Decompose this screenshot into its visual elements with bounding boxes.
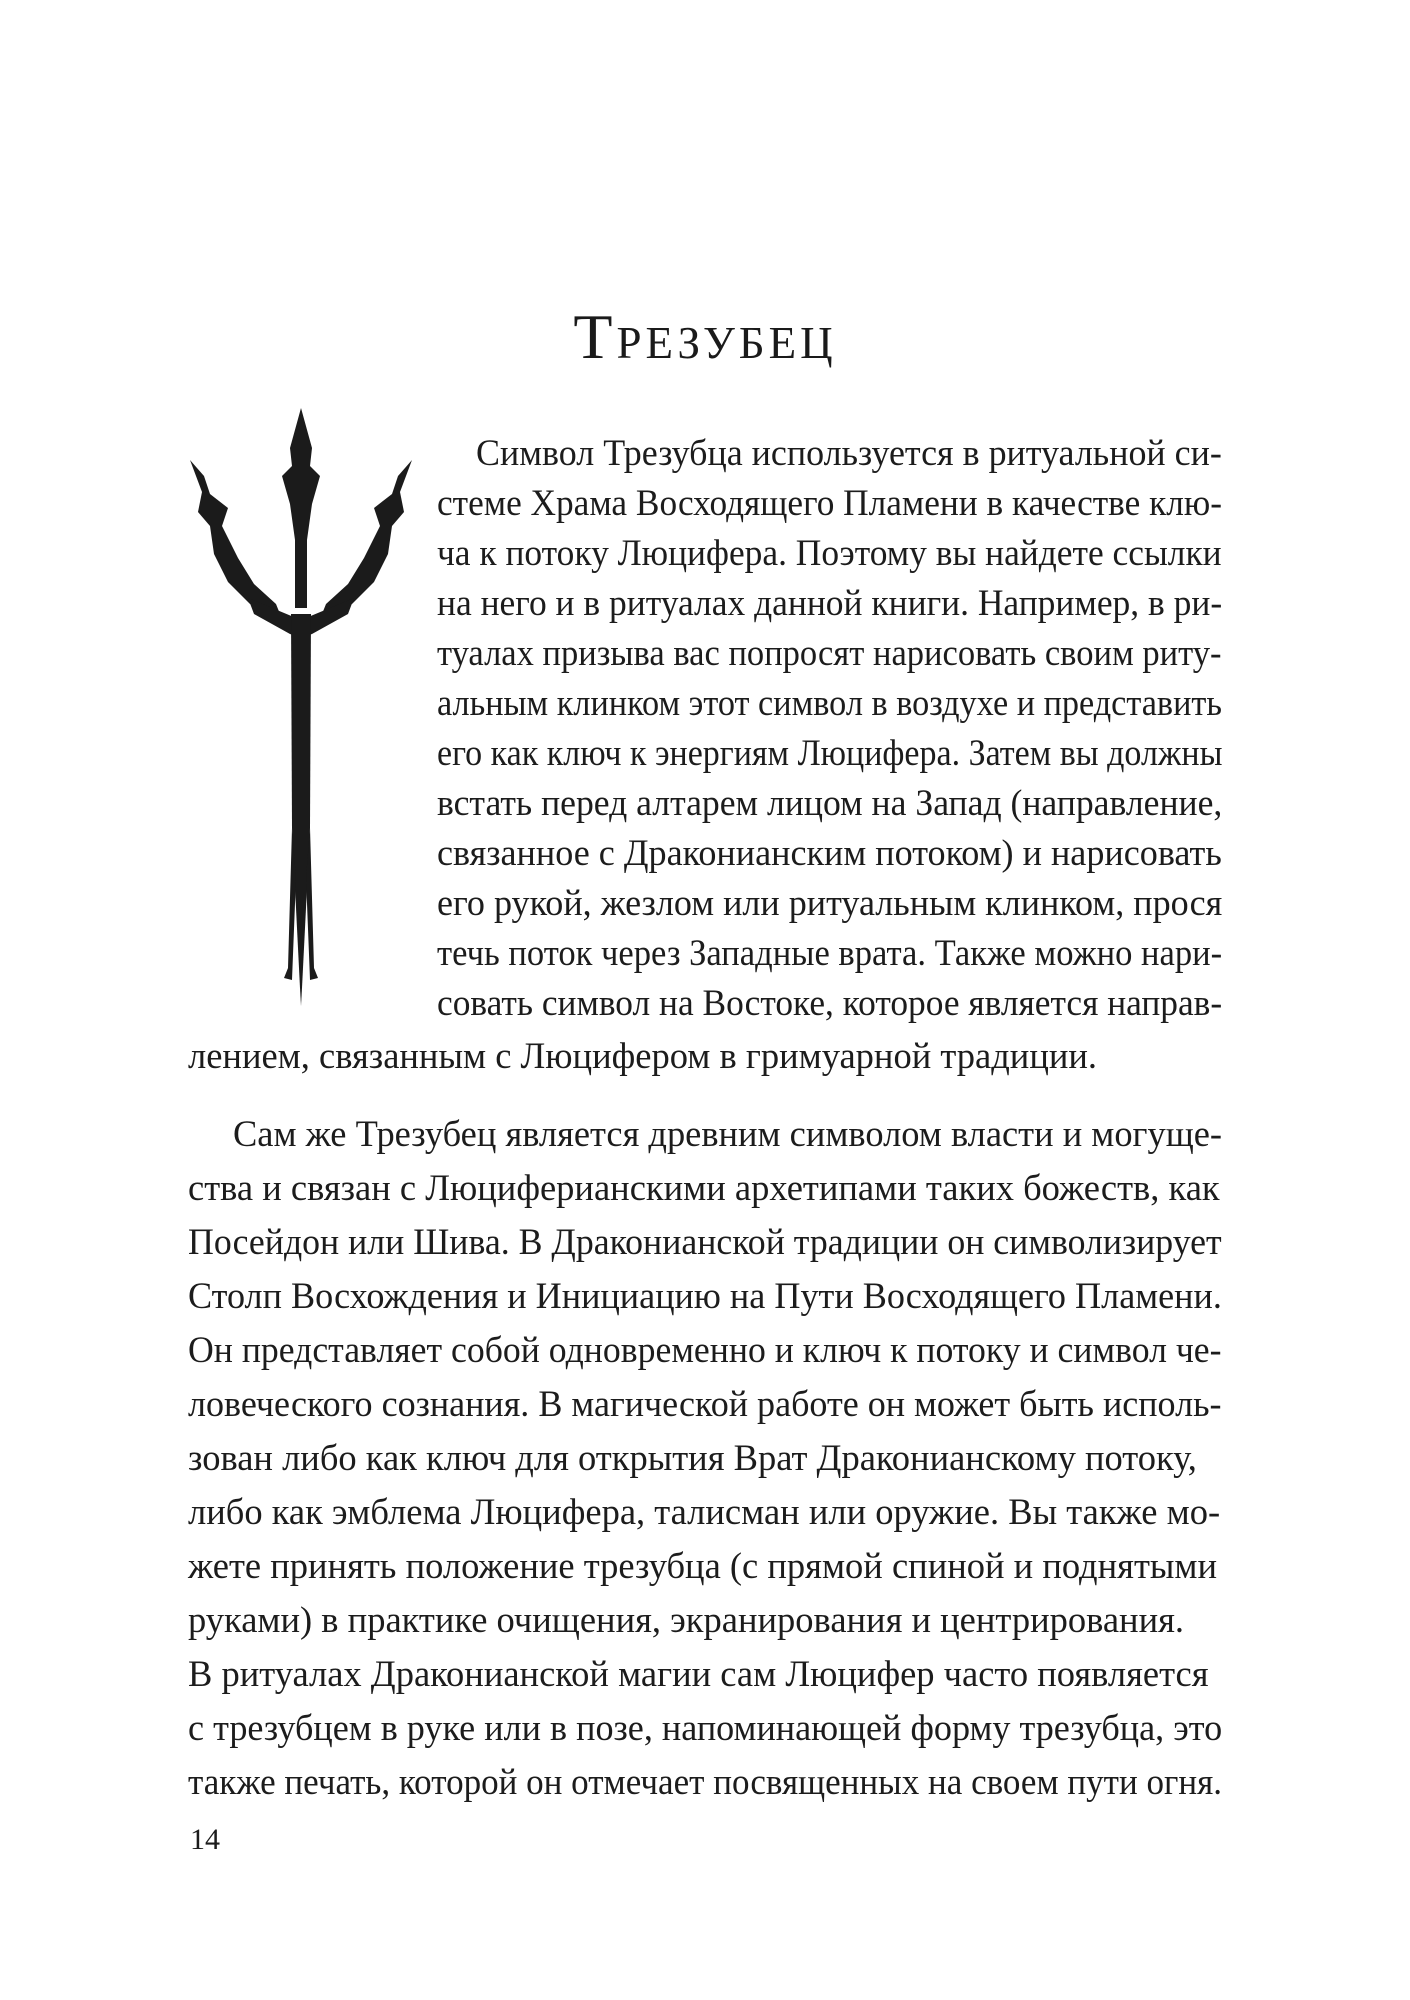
paragraph1-line: его как ключ к энергиям Люцифера. Затем вы должны xyxy=(437,732,1223,773)
paragraph1-line: течь поток через Западные врата. Также можно нари- xyxy=(437,932,1223,973)
paragraph1-line: его рукой, жезлом или ритуальным клинком, прося xyxy=(437,882,1223,923)
paragraph1-line: на него и в ритуалах данной книги. Например, в ри- xyxy=(437,582,1223,623)
page-title: Трезубец xyxy=(573,301,837,372)
paragraph1-line: лением, связанным с Люцифером в гримуарной традиции. xyxy=(188,1035,1098,1076)
paragraph2-line: зован либо как ключ для открытия Врат Драконианскому потоку, xyxy=(188,1437,1197,1478)
paragraph1-line: совать символ на Востоке, которое является направ- xyxy=(437,982,1223,1023)
paragraph2-line: ловеческого сознания. В магической работе он может быть исполь- xyxy=(188,1383,1222,1424)
paragraph2-line: жете принять положение трезубца (с прямой спиной и поднятыми xyxy=(188,1545,1218,1586)
paragraph2-line: ства и связан с Люциферианскими архетипами таких божеств, как xyxy=(188,1167,1220,1208)
paragraph1-line: альным клинком этот символ в воздухе и представить xyxy=(437,682,1223,723)
paragraph1-line: стеме Храма Восходящего Пламени в качестве клю- xyxy=(437,482,1222,523)
trident-icon xyxy=(188,408,414,1008)
paragraph2-line: также печать, которой он отмечает посвященных на своем пути огня. xyxy=(188,1761,1223,1802)
paragraph2-line: с трезубцем в руке или в позе, напоминающей форму трезубца, это xyxy=(188,1707,1223,1748)
paragraph1-line: туалах призыва вас попросят нарисовать своим риту- xyxy=(437,632,1222,673)
paragraph1-line: ча к потоку Люцифера. Поэтому вы найдете ссылки xyxy=(437,532,1222,573)
paragraph2-line: Посейдон или Шива. В Драконианской традиции он символизирует xyxy=(188,1221,1222,1262)
paragraph2-line: Столп Восхождения и Инициацию на Пути Восходящего Пламени. xyxy=(188,1275,1222,1316)
paragraph2-line: руками) в практике очищения, экранирования и центрирования. xyxy=(188,1599,1185,1640)
page-number: 14 xyxy=(190,1823,220,1856)
paragraph1-line: встать перед алтарем лицом на Запад (направление, xyxy=(437,782,1223,823)
paragraph2-line: Он представляет собой одновременно и ключ к потоку и символ че- xyxy=(188,1329,1222,1370)
paragraph2-line: В ритуалах Драконианской магии сам Люцифер часто появляется xyxy=(188,1653,1209,1694)
paragraph1-line: связанное с Драконианским потоком) и нарисовать xyxy=(437,832,1222,873)
paragraph2-line: либо как эмблема Люцифера, талисман или оружие. Вы также мо- xyxy=(188,1491,1221,1532)
paragraph2-line: Сам же Трезубец является древним символом власти и могуще- xyxy=(233,1113,1223,1154)
paragraph1-line: Символ Трезубца используется в ритуальной си- xyxy=(476,432,1222,473)
